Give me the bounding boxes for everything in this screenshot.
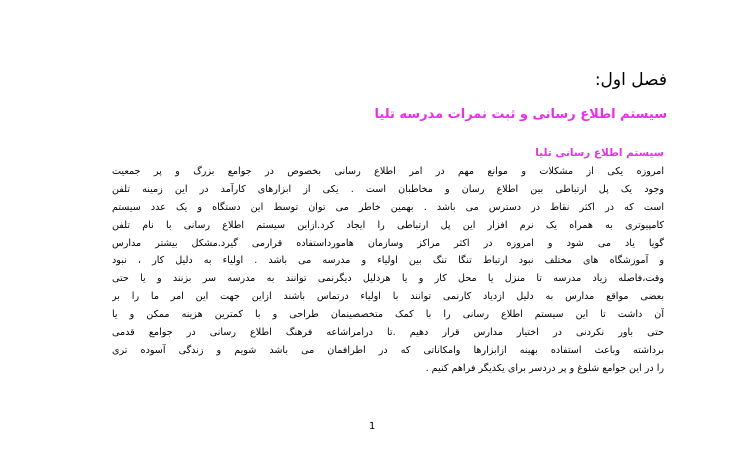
body-line: آن داشت تا این سیستم اطلاع رسانی را با کمک متخصصینمان طراحی و با کمترین هزینه ممکن و یا: [112, 309, 664, 321]
body-line: امروزه یکی از مشکلات و موانع مهم در امر اطلاع رسانی بخصوص در جوامع بزرگ و پر جمعیت: [112, 166, 664, 177]
document-title: سیستم اطلاع رسانی و ثبت نمرات مدرسه تلیا: [374, 107, 667, 122]
body-line-last: را در این جوامع شلوغ و پر دردسر برای یکدیگر فراهم کنیم .: [425, 362, 664, 374]
body-line: کامپیوتری به همراه یک نرم افزار این پل ارتباطی را ایجاد کرد.ازاین سیستم اطلاع رسانی با نام تلفن: [112, 219, 664, 231]
body-line: و آموزشگاه های مختلف نبود ارتباط تنگا تنگ بین اولیاء و مدرسه می باشد . اولیاء به دلیل کار ، نبود: [112, 255, 664, 267]
chapter-heading: فصل اول:: [594, 70, 667, 90]
body-line: برداشته وباعث استفاده بهینه ازابزارها وامکاناتی که در اطرافمان می باشد شویم و زندگی آسوده تری: [112, 344, 664, 356]
body-line: وقت،فاصله زیاد مدرسه تا منزل یا محل کار و یا هردلیل دیگرنمی توانند به مدرسه سر بزنند و یا حتی: [112, 273, 664, 285]
body-line: گویا یاد می شود و امروزه در اکثر مراکز وسازمان هامورداستفاده قرارمی گیرد.مشکل بیشتر مدارس: [112, 237, 664, 249]
body-paragraph: [112, 163, 664, 378]
body-line: بعضی مواقع مدارس به دلیل ازدیاد کارنمی توانند با اولیاء درتماس باشند ازاین جهت این امر ما را بر: [112, 291, 664, 303]
body-line: است که در اکثر نقاط در دسترس می باشد . بهمین خاطر می توان توسط این دستگاه و یک عدد سیستم: [112, 201, 664, 213]
page-number: 1: [369, 421, 376, 432]
section-heading: سیستم اطلاع رسانی تلیا: [535, 147, 664, 159]
body-line: وجود یک پل ارتباطی بین اطلاع رسان و مخاطبان است . یکی از ابزارهای کارآمد در این زمینه تلفن: [112, 183, 664, 195]
body-line: حتی باور نکردنی در اختیار مدارس قرار دهیم .تا درامراشاعه فرهنگ اطلاع رسانی در جوامع قدمی: [112, 327, 664, 339]
